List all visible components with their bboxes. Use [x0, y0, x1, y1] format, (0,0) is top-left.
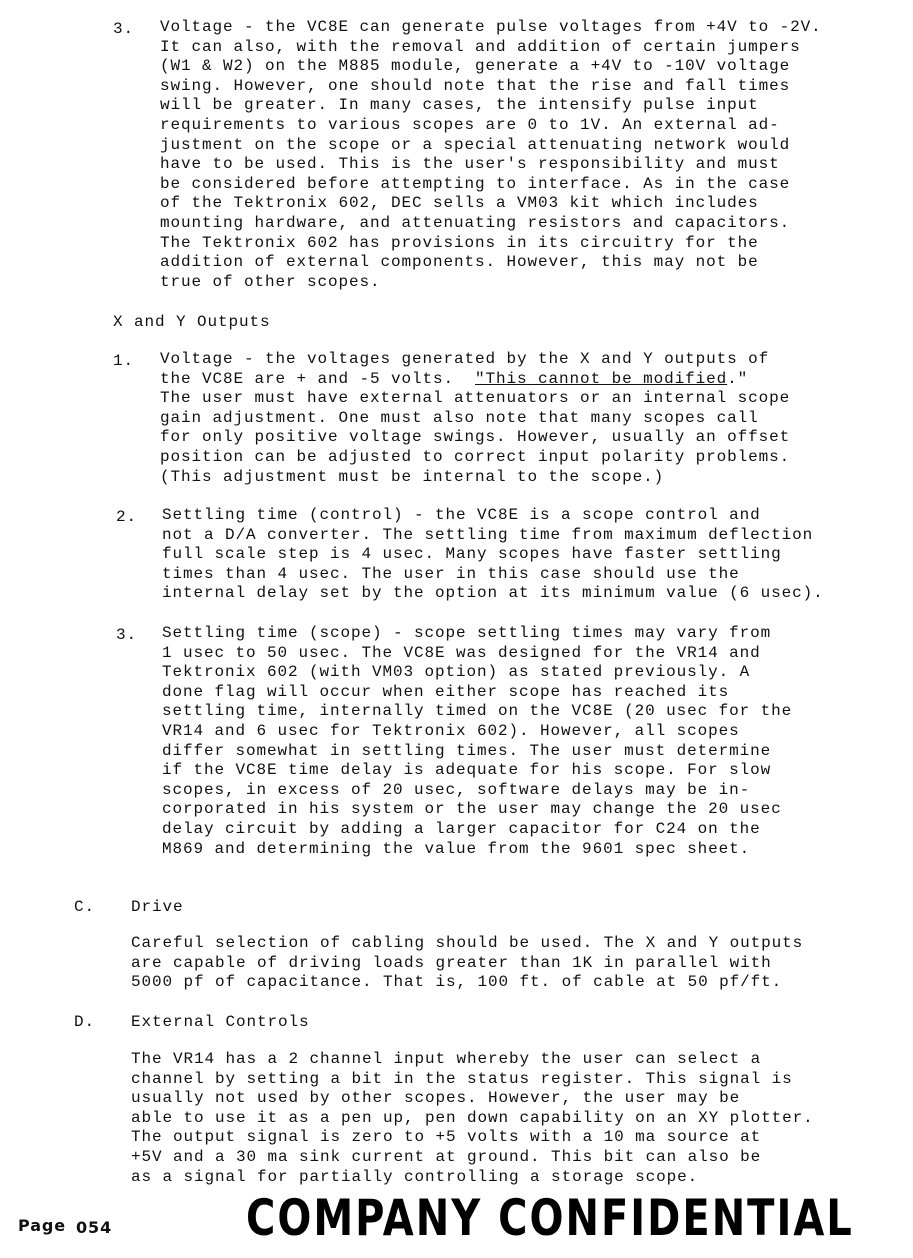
xy-item-1-number: 1. — [113, 352, 135, 370]
item-3-number: 3. — [113, 20, 135, 38]
xy-item-1-line2-end: ." — [727, 369, 749, 388]
section-d-letter: D. — [74, 1013, 96, 1031]
page-label: Page — [18, 1216, 66, 1235]
xy-item-2-number: 2. — [116, 508, 138, 526]
item-3-voltage-paragraph: Voltage - the VC8E can generate pulse voltages from +4V to -2V. It can also, with the removal and addition of certain jumpers (W1 & W2) on the M885 module, generate a +4V to -10V voltage swing. However, one should note that the rise and fall times will be greater. In many cases, the intensify pulse input requirements to various scopes are 0 to 1V. An external ad- justment on the scope or a special attenuating network would have to be used. This is the user's responsibility and must be considered before attempting to interface. As in the case of the Tektronix 602, DEC sells a VM03 kit which includes mounting hardware, and attenuating resistors and capacitors. The Tektronix 602 has provisions in its circuitry for the addition of external components. However, this may not be true of other scopes. — [160, 18, 822, 291]
xy-item-3-number: 3. — [116, 626, 138, 644]
xy-item-1-line1: Voltage - the voltages generated by the X and Y outputs of — [160, 350, 770, 368]
section-d-paragraph: The VR14 has a 2 channel input whereby the user can select a channel by setting a bit in the status register. This signal is usually not used by other scopes. However, the user may be able to use it as a pen up, pen down capability on an XY plotter. The output signal is zero to +5 volts with a 10 ma source at +5V and a 30 ma sink current at ground. This bit can also be as a signal for partially controlling a storage scope. — [131, 1050, 814, 1186]
section-c-paragraph: Careful selection of cabling should be used. The X and Y outputs are capable of driving loads greater than 1K in parallel with 5000 pf of capacitance. That is, 100 ft. of cable at 50 pf/ft. — [131, 934, 804, 992]
section-c-letter: C. — [74, 898, 96, 916]
xy-item-1-line2 — [160, 370, 748, 390]
section-d-title: External Controls — [131, 1013, 310, 1031]
xy-item-1-line2-start: the VC8E are + and -5 volts. — [160, 369, 476, 388]
xy-outputs-heading: X and Y Outputs — [113, 313, 271, 331]
xy-item-2-paragraph: Settling time (control) - the VC8E is a scope control and not a D/A converter. The settling time from maximum deflection full scale step is 4 usec. Many scopes have faster settling times than 4 usec. The user in this case should use the internal delay set by the option at its minimum value (6 usec). — [162, 506, 824, 603]
page-number: 054 — [76, 1218, 113, 1237]
xy-item-1-underlined-quote: "This cannot be modified — [475, 369, 728, 388]
section-c-title: Drive — [131, 898, 184, 916]
xy-item-1-paragraph: The user must have external attenuators or an internal scope gain adjustment. One must also note that many scopes call for only positive voltage swings. However, usually an offset position can be adjusted to correct input polarity problems. (This adjustment must be internal to the scope.) — [160, 389, 791, 486]
company-confidential-stamp: COMPANY CONFIDENTIAL — [246, 1190, 854, 1248]
xy-item-3-paragraph: Settling time (scope) - scope settling times may vary from 1 usec to 50 usec. The VC8E was designed for the VR14 and Tektronix 602 (with VM03 option) as stated previously. A done flag will occur when either scope has reached its settling time, internally timed on the VC8E (20 usec for the VR14 and 6 usec for Tektronix 602). However, all scopes differ somewhat in settling times. The user must determine if the VC8E time delay is adequate for his scope. For slow scopes, in excess of 20 usec, software delays may be in- corporated in his system or the user may change the 20 usec delay circuit by adding a larger capacitor for C24 on the M869 and determining the value from the 9601 spec sheet. — [162, 624, 793, 858]
